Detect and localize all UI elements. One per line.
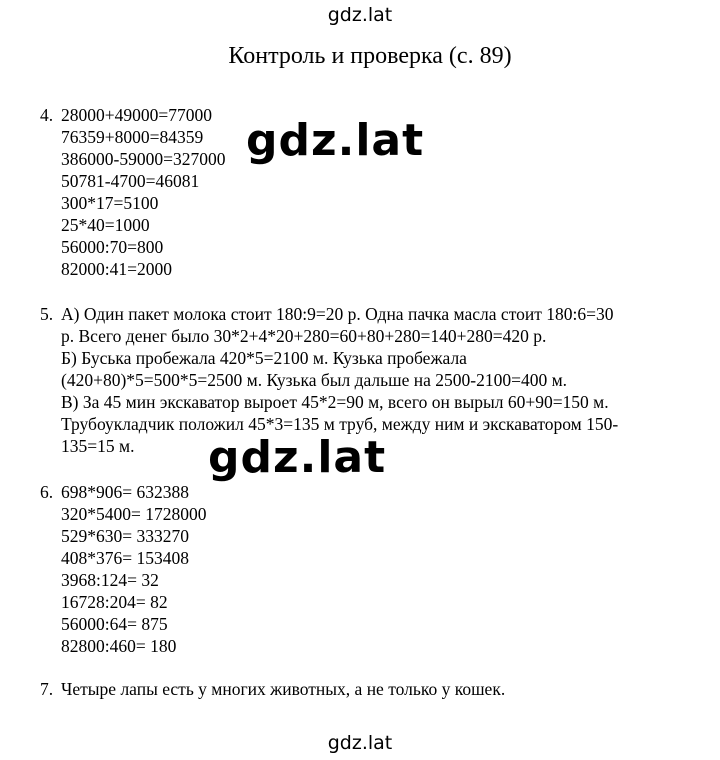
watermark-top: gdz.lat (327, 4, 393, 26)
task-line: 529*630= 333270 (61, 526, 189, 546)
task-number: 7. (40, 679, 54, 699)
task-line: 25*40=1000 (61, 215, 150, 235)
task-line: 408*376= 153408 (61, 548, 189, 568)
task-7 (40, 678, 505, 700)
task-line: 82000:41=2000 (61, 259, 172, 279)
task-number: 5. (40, 304, 54, 324)
task-line: 28000+49000=77000 (61, 105, 212, 125)
task-line: р. Всего денег было 30*2+4*20+280=60+80+280=140+280=420 р. (61, 326, 547, 346)
task-line: 76359+8000=84359 (61, 127, 204, 147)
task-number: 4. (40, 105, 54, 125)
task-line: 82800:460= 180 (61, 636, 177, 656)
task-line: В) За 45 мин экскаватор выроет 45*2=90 м, всего он вырыл 60+90=150 м. (61, 392, 609, 412)
task-line: 135=15 м. (61, 436, 135, 456)
watermark-large: gdz.lat (208, 432, 387, 483)
page-title: Контроль и проверка (с. 89) (228, 43, 512, 69)
task-line: (420+80)*5=500*5=2500 м. Кузька был дальше на 2500-2100=400 м. (61, 370, 568, 390)
task-line: Б) Буська пробежала 420*5=2100 м. Кузька пробежала (61, 348, 467, 368)
task-line: 56000:64= 875 (61, 614, 168, 634)
task-4 (40, 104, 225, 280)
watermark-large: gdz.lat (246, 115, 425, 166)
task-line: 386000-59000=327000 (61, 149, 226, 169)
task-line: Трубоукладчик положил 45*3=135 м труб, между ним и экскаватором 150- (61, 414, 619, 434)
watermark-bottom: gdz.lat (327, 732, 393, 754)
task-line: 50781-4700=46081 (61, 171, 200, 191)
task-line: 320*5400= 1728000 (61, 504, 207, 524)
task-line: 698*906= 632388 (61, 482, 189, 502)
task-line: 3968:124= 32 (61, 570, 159, 590)
task-line: А) Один пакет молока стоит 180:9=20 р. Одна пачка масла стоит 180:6=30 (61, 304, 614, 324)
task-line: Четыре лапы есть у многих животных, а не только у кошек. (61, 679, 506, 699)
task-number: 6. (40, 482, 54, 502)
task-line: 300*17=5100 (61, 193, 159, 213)
task-6 (40, 481, 207, 657)
task-line: 16728:204= 82 (61, 592, 168, 612)
task-line: 56000:70=800 (61, 237, 164, 257)
